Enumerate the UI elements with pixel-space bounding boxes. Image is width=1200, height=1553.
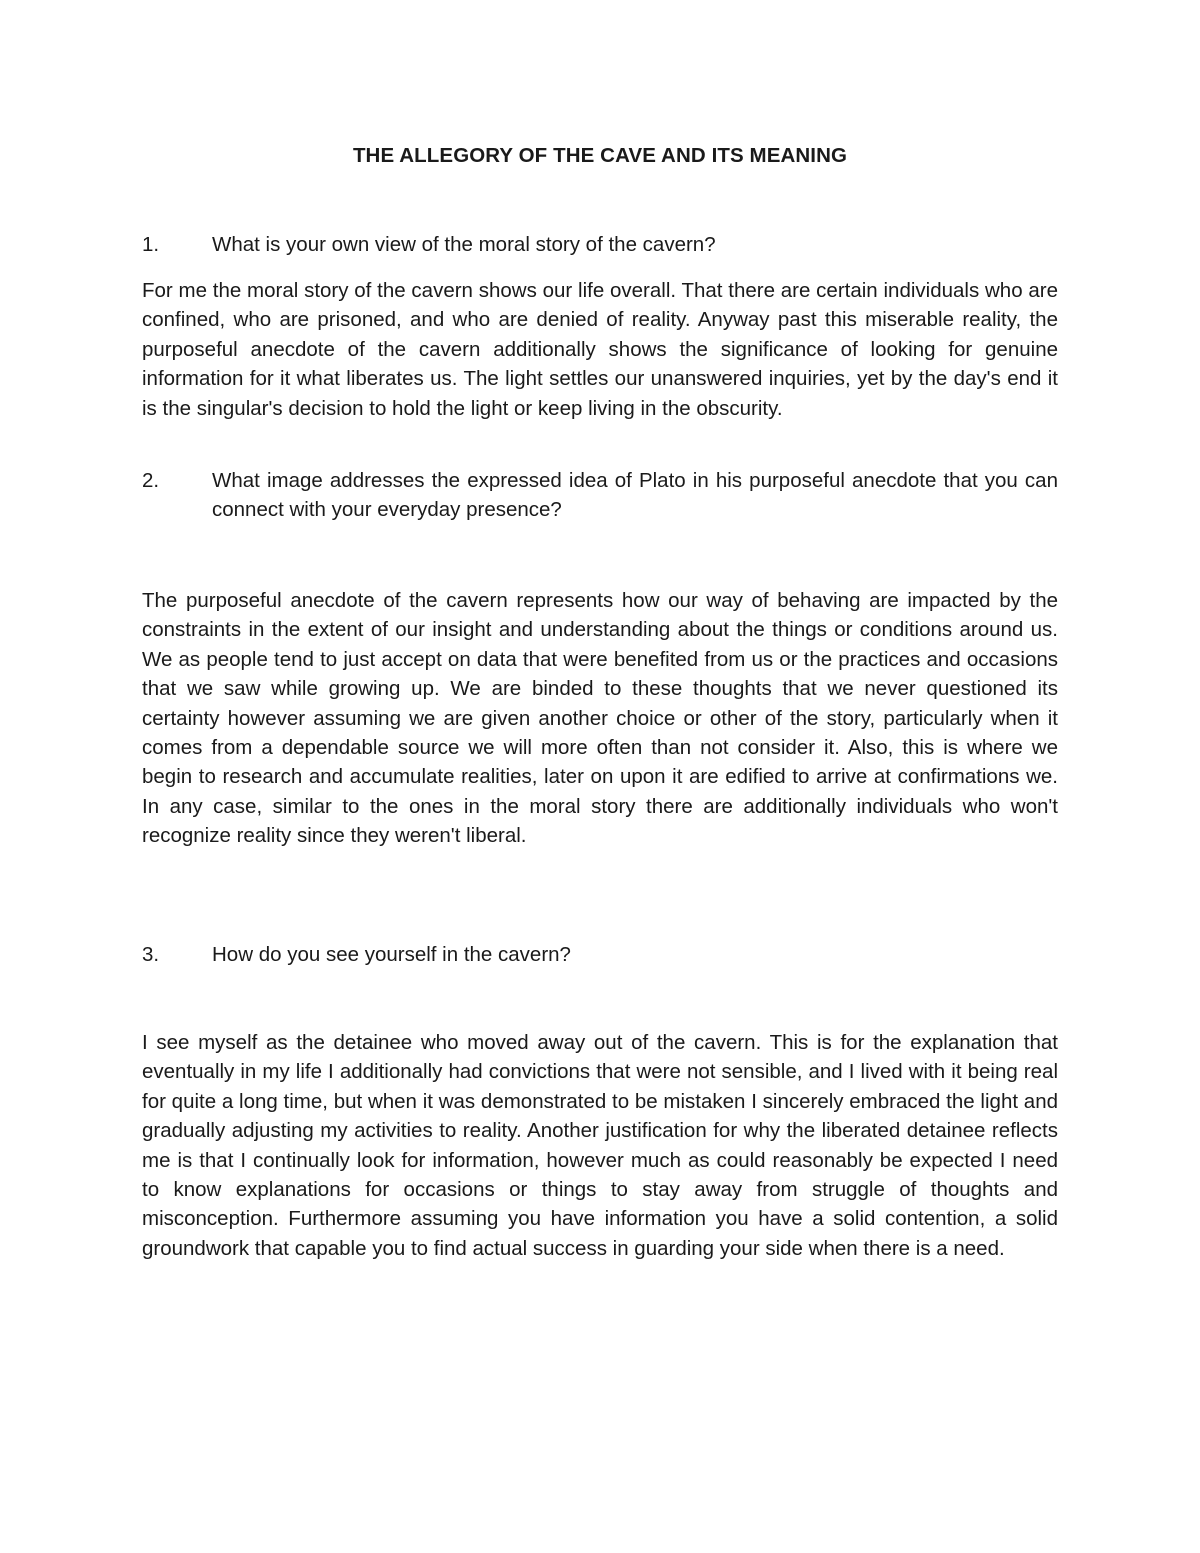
answer-3: I see myself as the detainee who moved away out of the cavern. This is for the explanation that eventually in my life I additionally had convictions that were not sensible, and I lived with it being real for quite a long time, but when it was demonstrated to be mistaken I sincerely embraced the light and gradually adjusting my activities to reality. Another justification for why the liberated detainee reflects me is that I continually look for information, however much as could reasonably be expected I need to know explanations for occasions or things to stay away from struggle of thoughts and misconception. Furthermore assuming you have information you have a solid contention, a solid groundwork that capable you to find actual success in guarding your side when there is a need. — [142, 1031, 1058, 1260]
document-title: THE ALLEGORY OF THE CAVE AND ITS MEANING — [352, 144, 848, 167]
question-text: How do you see yourself in the cavern? — [212, 943, 571, 966]
question-text: What image addresses the expressed idea of Plato in his purposeful anecdote that you can connect with your everyday presence? — [212, 469, 1058, 522]
question-3 — [142, 940, 1058, 969]
question-number: 3. — [142, 943, 160, 966]
question-text: What is your own view of the moral story of the cavern? — [212, 233, 716, 256]
question-number: 1. — [142, 233, 160, 256]
question-2 — [142, 466, 1058, 525]
answer-1: For me the moral story of the cavern shows our life overall. That there are certain individuals who are confined, who are prisoned, and who are denied of reality. Anyway past this miserable reality, the purposeful anecdote of the cavern additionally shows the significance of looking for genuine information for it what liberates us. The light settles our unanswered inquiries, yet by the day's end it is the singular's decision to hold the light or keep living in the obscurity. — [142, 279, 1058, 420]
question-1 — [142, 230, 1058, 259]
question-number: 2. — [142, 469, 160, 492]
answer-2: The purposeful anecdote of the cavern represents how our way of behaving are impacted by the constraints in the extent of our insight and understanding about the things or conditions around us. We as people tend to just accept on data that were benefited from us or the practices and occasions that we saw while growing up. We are binded to these thoughts that we never questioned its certainty however assuming we are given another choice or other of the story, particularly when it comes from a dependable source we will more often than not consider it. Also, this is where we begin to research and accumulate realities, later on upon it are edified to arrive at confirmations we. In any case, similar to the ones in the moral story there are additionally individuals who won't recognize reality since they weren't liberal. — [142, 589, 1058, 848]
